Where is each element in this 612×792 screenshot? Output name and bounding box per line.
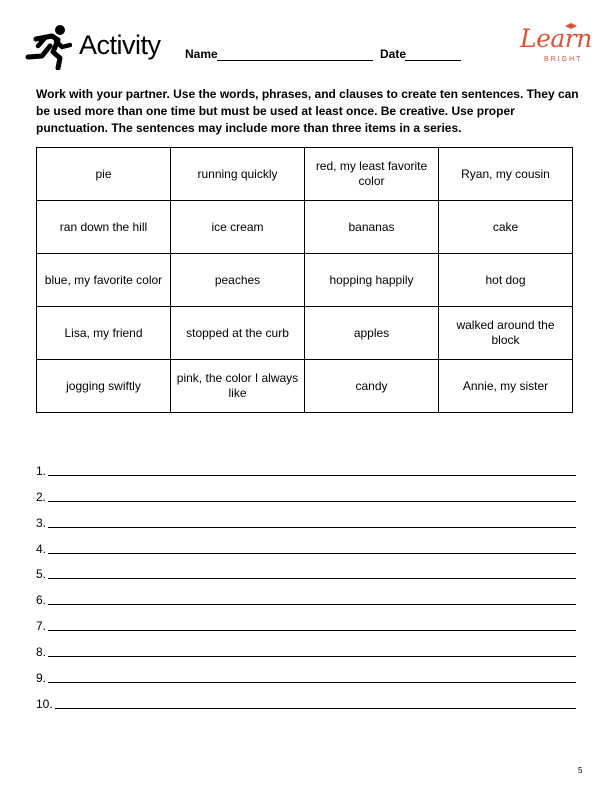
- table-row: [37, 201, 573, 254]
- answer-number: 3.: [36, 515, 47, 530]
- table-cell: bananas: [305, 201, 439, 254]
- table-cell: peaches: [171, 254, 305, 307]
- instructions-text: Work with your partner. Use the words, phrases, and clauses to create ten sentences. They can be used more than one time but must be used at least once. Be creative. Use proper punctuation. The sentences may include more than three items in a series.: [36, 87, 579, 135]
- table-cell: hot dog: [439, 254, 573, 307]
- table-cell: jogging swiftly: [37, 360, 171, 413]
- table-row: [37, 360, 573, 413]
- answer-writing-line[interactable]: [48, 578, 576, 579]
- date-field[interactable]: [405, 60, 461, 61]
- name-field[interactable]: [217, 60, 373, 61]
- table-cell: Lisa, my friend: [37, 307, 171, 360]
- answer-line-row[interactable]: [36, 581, 576, 607]
- answer-writing-line[interactable]: [48, 527, 576, 528]
- answer-writing-line[interactable]: [48, 604, 576, 605]
- answer-line-row[interactable]: [36, 659, 576, 685]
- answer-writing-line[interactable]: [48, 501, 576, 502]
- table-cell: pie: [37, 148, 171, 201]
- table-cell: Annie, my sister: [439, 360, 573, 413]
- table-cell: cake: [439, 201, 573, 254]
- running-person-icon: [22, 24, 72, 70]
- worksheet-header: [0, 0, 612, 80]
- answer-line-row[interactable]: [36, 452, 576, 478]
- page-title: Activity: [79, 30, 161, 60]
- logo-subtitle: BRIGHT: [544, 56, 583, 63]
- answer-number: 10.: [36, 696, 53, 711]
- answer-writing-line[interactable]: [48, 656, 576, 657]
- table-cell: blue, my favorite color: [37, 254, 171, 307]
- answer-writing-line[interactable]: [55, 708, 576, 709]
- table-cell: apples: [305, 307, 439, 360]
- logo-word: Learn: [520, 24, 592, 53]
- answer-number: 5.: [36, 567, 47, 582]
- table-cell: ice cream: [171, 201, 305, 254]
- answer-line-row[interactable]: [36, 478, 576, 504]
- answer-line-row[interactable]: [36, 530, 576, 556]
- date-label: Date: [380, 47, 407, 61]
- page-number: 5: [578, 766, 583, 775]
- answer-number: 6.: [36, 593, 47, 608]
- table-row: [37, 148, 573, 201]
- answer-line-row[interactable]: [36, 633, 576, 659]
- table-cell: pink, the color I always like: [171, 360, 305, 413]
- table-cell: stopped at the curb: [171, 307, 305, 360]
- answer-line-row[interactable]: [36, 504, 576, 530]
- table-cell: hopping happily: [305, 254, 439, 307]
- answer-number: 7.: [36, 619, 47, 634]
- table-row: [37, 254, 573, 307]
- answer-writing-line[interactable]: [48, 553, 576, 554]
- learn-bright-logo: [518, 26, 590, 72]
- table-cell: Ryan, my cousin: [439, 148, 573, 201]
- answer-number: 1.: [36, 463, 47, 478]
- table-cell: candy: [305, 360, 439, 413]
- answer-writing-line[interactable]: [48, 682, 576, 683]
- table-cell: walked around the block: [439, 307, 573, 360]
- answer-line-row[interactable]: [36, 685, 576, 711]
- answer-number: 8.: [36, 645, 47, 660]
- table-row: [37, 307, 573, 360]
- answer-writing-line[interactable]: [48, 475, 576, 476]
- answer-number: 2.: [36, 489, 47, 504]
- answer-number: 4.: [36, 541, 47, 556]
- name-label: Name: [185, 47, 218, 61]
- answer-line-row[interactable]: [36, 556, 576, 582]
- answer-lines: [36, 452, 576, 711]
- table-cell: red, my least favorite color: [305, 148, 439, 201]
- table-cell: running quickly: [171, 148, 305, 201]
- word-bank-table: [36, 147, 573, 413]
- answer-number: 9.: [36, 671, 47, 686]
- table-cell: ran down the hill: [37, 201, 171, 254]
- answer-writing-line[interactable]: [48, 630, 576, 631]
- answer-line-row[interactable]: [36, 607, 576, 633]
